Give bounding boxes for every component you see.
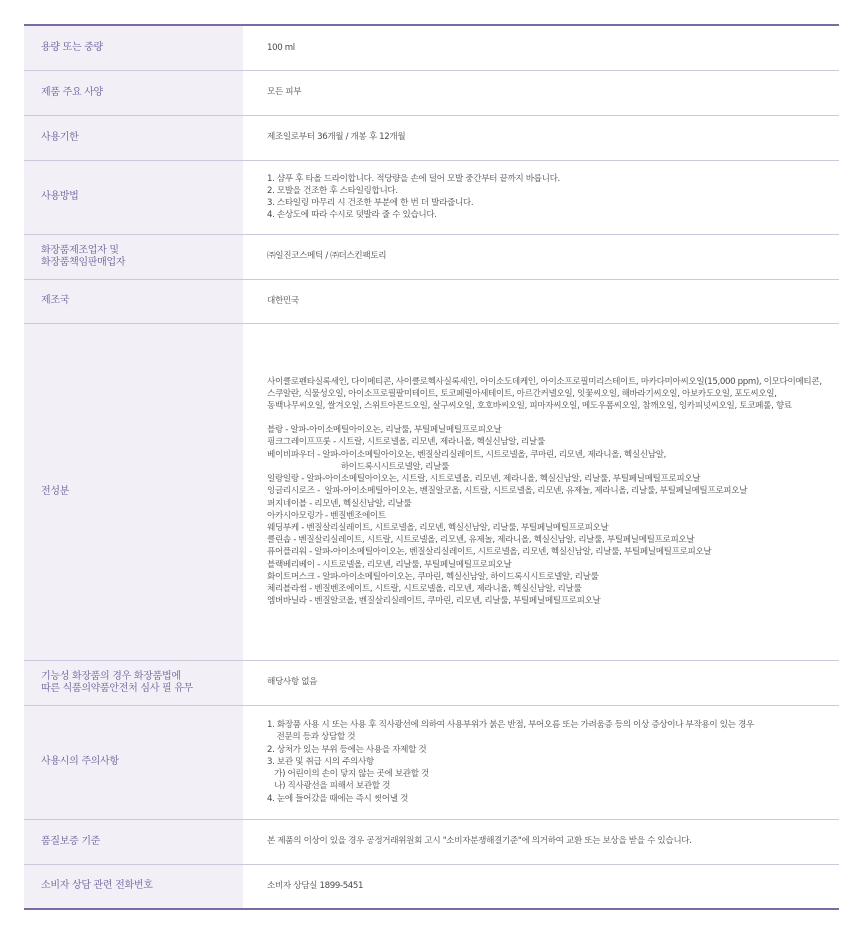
scent-line: 클린솝 - 벤질살리실레이트, 시트랄, 시트로넬올, 리모넨, 유제놀, 제라니올, 헥실신남알, 리날룰, 부틸페닐메틸프로피오날 [267, 535, 695, 546]
caution-line: 나) 직사광선을 피해서 보관할 것 [267, 781, 391, 792]
caution-line: 3. 보관 및 취급 시의 주의사항 [267, 756, 374, 767]
value-quality: 본 제품의 이상이 있을 경우 공정거래위원회 고시 "소비자분쟁해결기준"에 의거하여 교환 또는 보상을 받을 수 있습니다. [267, 836, 692, 847]
row-country [24, 279, 839, 323]
label-quality: 품질보증 기준 [24, 819, 243, 864]
usage-line: 4. 손상도에 따라 수시로 덧발라 줄 수 있습니다. [267, 210, 437, 221]
value-ingredients [243, 323, 839, 660]
label-spec: 제품 주요 사양 [24, 70, 243, 115]
scent-line: 블랙베리베이 - 시트로넬올, 리모넨, 리날룰, 부틸페닐메틸프로피오날 [267, 559, 512, 570]
value-country: 대한민국 [267, 295, 299, 306]
label-contact: 소비자 상담 관련 전화번호 [24, 864, 243, 909]
row-expiry [24, 115, 839, 160]
row-caution [24, 705, 839, 819]
label-volume: 용량 또는 중량 [24, 25, 243, 70]
scent-line: 화이트머스크 - 알파-아이소메틸아이오논, 쿠마린, 헥실신남알, 하이드록시시트로넬알, 리날룰 [267, 571, 599, 582]
label-maker: 화장품제조업자 및 화장품책임판매업자 [24, 234, 243, 279]
row-contact [24, 864, 839, 909]
product-info-panel [24, 24, 839, 910]
row-volume [24, 25, 839, 70]
scent-line: 아카시아모링가 - 벤질벤조에이트 [267, 510, 386, 521]
label-usage: 사용방법 [24, 160, 243, 234]
label-country: 제조국 [24, 279, 243, 323]
value-caution [243, 705, 839, 819]
value-contact: 소비자 상담실 1899-5451 [267, 881, 364, 892]
caution-line: 2. 상처가 있는 부위 등에는 사용을 자제할 것 [267, 744, 427, 755]
ingredients-base: 사이클로펜타실록세인, 다이메티콘, 사이클로헥사실록세인, 아이소도데케인, 아이소프로필미리스테이트, 마카다미아씨오일(15,000 ppm), 이모다이메티콘, 스쿠알란, 식물성오일, 아이소프로필팔미테이트, 토코페릴아세테이트, 아르간커넬오일, 잇꽃씨오일, 해바라기씨오일, 아보카도오일, 포도씨오일, 동백나무씨오일, 쌀겨오일, 스위트아몬드오일, 살구씨오일, 호호바씨오일, 피마자씨오일, 메도우폼씨오일, 참깨오일, 잉카피넛씨오일, 토코페롤, 향료 [267, 376, 822, 412]
value-spec: 모든 피부 [267, 87, 302, 98]
row-ingredients [24, 323, 839, 660]
scent-line: 퍼지네이블 - 리모넨, 헥실신남알, 리날룰 [267, 498, 412, 509]
value-maker: ㈜일진코스메틱 / ㈜더스킨팩토리 [267, 251, 387, 262]
scent-line: 베이비파우더 - 알파-아이소메틸아이오논, 벤질살리실레이트, 시트로넬올, 쿠마린, 리모넨, 제라니올, 헥실신남알, 하이드록시시트로넬알, 리날룰 [267, 449, 667, 472]
row-quality [24, 819, 839, 864]
usage-line: 3. 스타일링 마무리 시 건조한 부분에 한 번 더 발라줍니다. [267, 198, 474, 208]
row-spec [24, 70, 839, 115]
label-caution: 사용시의 주의사항 [24, 705, 243, 819]
scent-line: 핑크그레이프프룻 - 시트랄, 시트로넬올, 리모넨, 제라니올, 헥실신남알, 리날룰 [267, 437, 545, 448]
usage-line: 1. 샴푸 후 타올 드라이합니다. 적당량을 손에 덜어 모발 중간부터 끝까지 바릅니다. [267, 173, 560, 184]
value-functional: 해당사항 없음 [267, 677, 318, 688]
scent-line: 체리블라썸 - 벤질벤조에이트, 시트랄, 시트로넬올, 리모넨, 제라니올, 헥실신남알, 리날룰 [267, 583, 582, 594]
row-functional [24, 660, 839, 705]
scent-line: 퓨어플리워 - 알파-아이소메틸아이오논, 벤질살리실레이트, 시트로넬올, 리모넨, 헥실신남알, 리날룰, 부틸페닐메틸프로피오날 [267, 547, 712, 558]
scent-line: 엠버바닐라 - 벤질알코올, 벤질살리실레이트, 쿠마린, 리모넨, 리날룰, 부틸페닐메틸프로피오날 [267, 596, 601, 607]
label-ingredients: 전성분 [24, 323, 243, 660]
scent-line: 일랑일랑 - 알파-아이소메틸아이오논, 시트랄, 시트로넬올, 리모넨, 제라니올, 헥실신남알, 리날룰, 부틸페닐메틸프로피오날 [267, 474, 701, 485]
caution-line: 4. 눈에 들어갔을 때에는 즉시 씻어낼 것 [267, 793, 409, 804]
value-usage [243, 160, 839, 234]
label-functional: 기능성 화장품의 경우 화장품법에 따른 식품의약품안전처 심사 필 유무 [24, 660, 243, 705]
caution-line: 가) 어린이의 손이 닿지 않는 곳에 보관할 것 [267, 769, 430, 780]
value-volume: 100 ml [267, 42, 295, 53]
product-info-table [24, 24, 839, 910]
scent-line: 잉글리시로즈 - 알파-아이소메틸아이오논, 벤질알코올, 시트랄, 시트로넬올, 리모넨, 유제놀, 제라니올, 리날룰, 부틸페닐메틸프로피오날 [267, 486, 748, 497]
row-maker [24, 234, 839, 279]
caution-line: 1. 화장품 사용 시 또는 사용 후 직사광선에 의하여 사용부위가 붉은 반점, 부어오름 또는 가려움증 등의 이상 증상이나 부작용이 있는 경우 전문의 등과 상담할 것 [267, 720, 754, 743]
scent-line: 블랑 - 알파-아이소메틸아이오논, 리날룰, 부틸페닐메틸프로피오날 [267, 425, 502, 436]
value-expiry: 제조일로부터 36개월 / 개봉 후 12개월 [267, 132, 406, 143]
row-usage [24, 160, 839, 234]
scent-line: 웨딩부케 - 벤질살리실레이트, 시트로넬올, 리모넨, 헥실신남알, 리날룰, 부틸페닐메틸프로피오날 [267, 522, 609, 533]
label-expiry: 사용기한 [24, 115, 243, 160]
usage-line: 2. 모발을 건조한 후 스타일링합니다. [267, 185, 398, 196]
